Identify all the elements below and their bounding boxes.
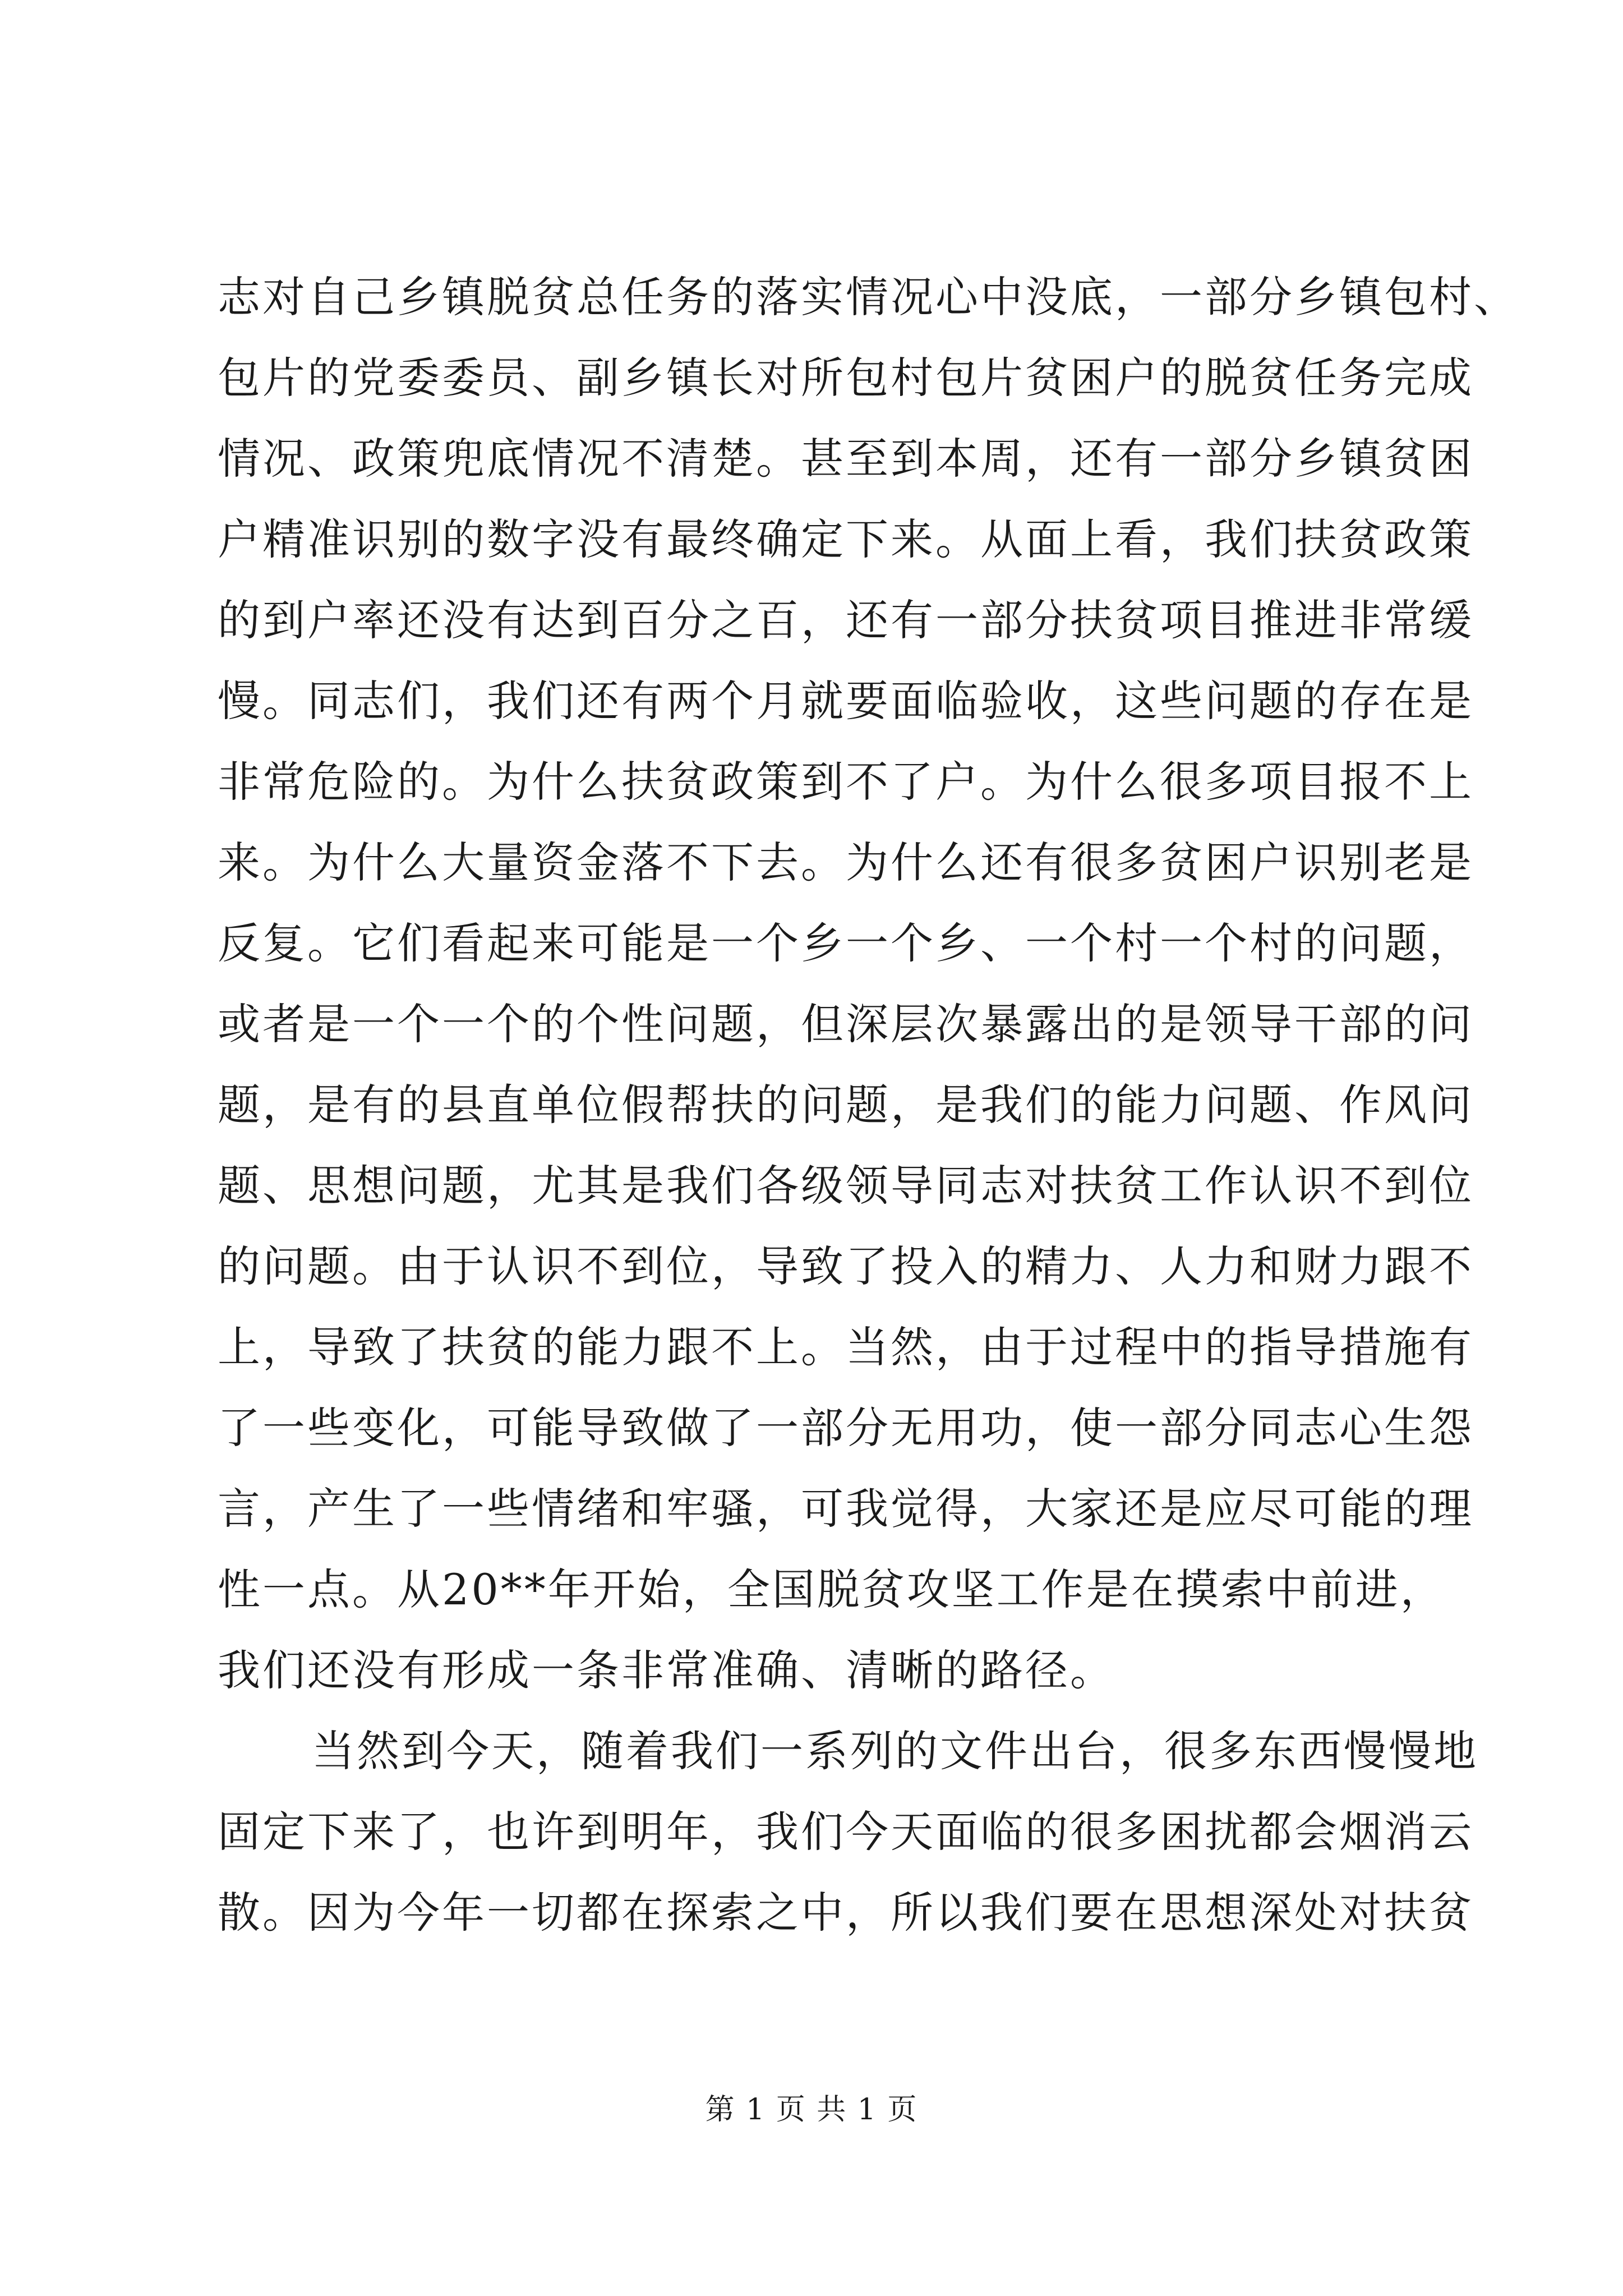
text-line: 慢。同志们，我们还有两个月就要面临验收，这些问题的存在是 bbox=[218, 676, 1474, 726]
paragraph-start-line: 当然到今天，随着我们一系列的文件出台，很多东西慢慢地 bbox=[312, 1726, 1478, 1776]
document-body bbox=[218, 257, 1519, 1953]
text-line: 户精准识别的数字没有最终确定下来。从面上看，我们扶贫政策 bbox=[218, 514, 1474, 564]
text-line: 性一点。从20**年开始，全国脱贫攻坚工作是在摸索中前进， bbox=[218, 1565, 1445, 1614]
text-line: 的到户率还没有达到百分之百，还有一部分扶贫项目推进非常缓 bbox=[218, 595, 1474, 645]
text-line: 上，导致了扶贫的能力跟不上。当然，由于过程中的指导措施有 bbox=[218, 1322, 1474, 1372]
text-line: 志对自己乡镇脱贫总任务的落实情况心中没底，一部分乡镇包村、 bbox=[218, 272, 1519, 322]
text-line: 包片的党委委员、副乡镇长对所包村包片贫困户的脱贫任务完成 bbox=[218, 353, 1474, 403]
text-line: 情况、政策兜底情况不清楚。甚至到本周，还有一部分乡镇贫困 bbox=[218, 434, 1474, 484]
text-line: 言，产生了一些情绪和牢骚，可我觉得，大家还是应尽可能的理 bbox=[218, 1484, 1474, 1534]
text-line: 了一些变化，可能导致做了一部分无用功，使一部分同志心生怨 bbox=[218, 1403, 1474, 1453]
text-line: 反复。它们看起来可能是一个乡一个乡、一个村一个村的问题， bbox=[218, 918, 1474, 968]
text-line: 题，是有的县直单位假帮扶的问题，是我们的能力问题、作风问 bbox=[218, 1080, 1474, 1130]
text-line: 题、思想问题，尤其是我们各级领导同志对扶贫工作认识不到位 bbox=[218, 1161, 1474, 1211]
text-line: 的问题。由于认识不到位，导致了投入的精力、人力和财力跟不 bbox=[218, 1241, 1474, 1291]
text-line: 来。为什么大量资金落不下去。为什么还有很多贫困户识别老是 bbox=[218, 838, 1474, 887]
page-number-footer: 第 1 页 共 1 页 bbox=[705, 2093, 918, 2127]
text-line: 固定下来了，也许到明年，我们今天面临的很多困扰都会烟消云 bbox=[218, 1807, 1474, 1857]
text-line: 非常危险的。为什么扶贫政策到不了户。为什么很多项目报不上 bbox=[218, 757, 1474, 807]
text-line: 或者是一个一个的个性问题，但深层次暴露出的是领导干部的问 bbox=[218, 999, 1474, 1049]
text-line: 散。因为今年一切都在探索之中，所以我们要在思想深处对扶贫 bbox=[218, 1888, 1474, 1938]
text-line: 我们还没有形成一条非常准确、清晰的路径。 bbox=[218, 1645, 1115, 1695]
